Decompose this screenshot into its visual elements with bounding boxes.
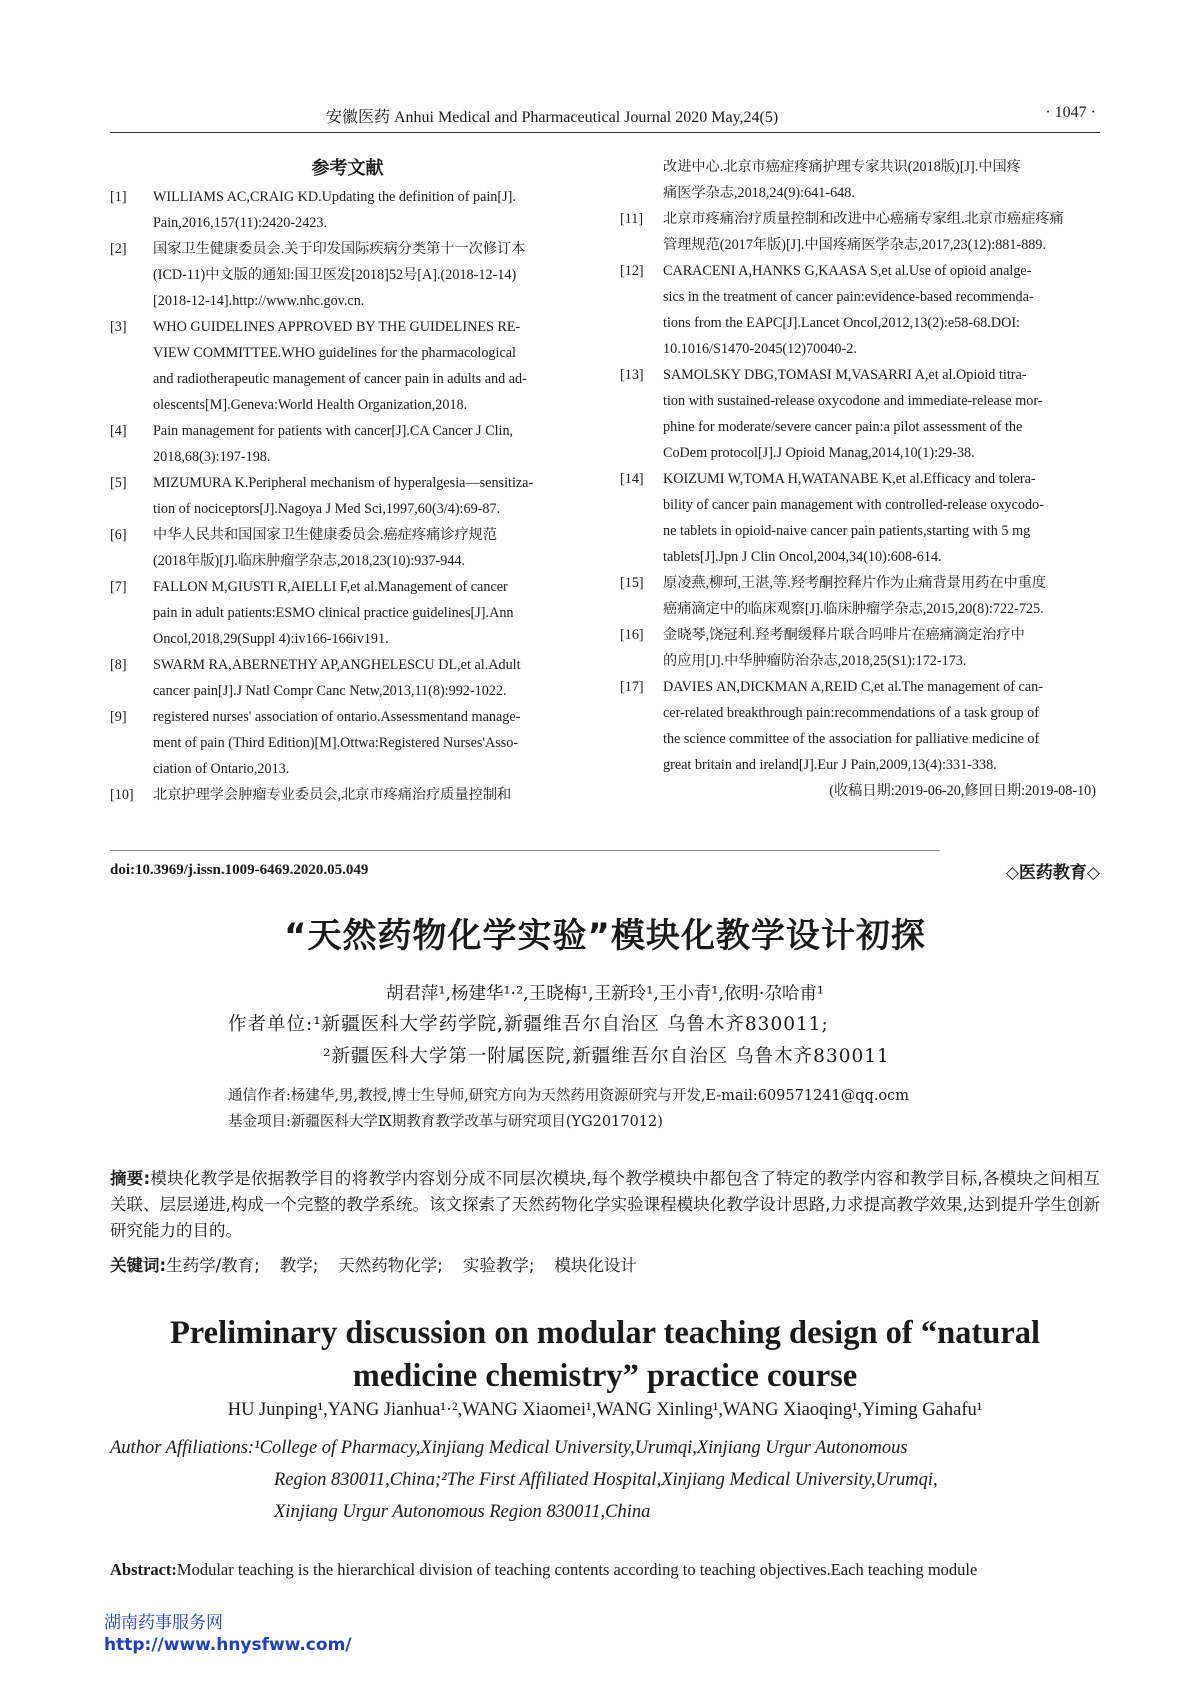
- reference-line: 的应用[J].中华肿瘤防治杂志,2018,25(S1):172-173.: [663, 653, 967, 669]
- reference-continuation: [620, 154, 1100, 206]
- title-english-line-2: medicine chemistry” practice course: [352, 1358, 858, 1394]
- title-english-line-1: Preliminary discussion on modular teaching design of “natural: [169, 1315, 1041, 1351]
- reference-line: bility of cancer pain management with controlled-release oxycodo-: [663, 497, 1044, 513]
- watermark-site-name: 湖南药事服务网: [104, 1613, 223, 1633]
- reference-item: [110, 236, 585, 314]
- reference-line: and radiotherapeutic management of cancer pain in adults and ad-: [153, 371, 527, 387]
- abstract-chinese-label: 摘要:: [110, 1169, 151, 1188]
- reference-number: [2]: [110, 241, 127, 257]
- reference-number: [11]: [620, 211, 644, 227]
- reference-line: (2018年版)[J].临床肿瘤学杂志,2018,23(10):937-944.: [153, 553, 466, 569]
- reference-number: [12]: [620, 263, 644, 279]
- reference-item: [110, 782, 585, 808]
- reference-number: [4]: [110, 423, 127, 439]
- affiliation-chinese-2: ²新疆医科大学第一附属医院,新疆维吾尔自治区 乌鲁木齐830011: [323, 1046, 890, 1067]
- reference-line: (ICD-11)中文版的通知:国卫医发[2018]52号[A].(2018-12-14): [153, 267, 517, 283]
- references-left-column: [110, 184, 585, 808]
- reference-line: cancer pain[J].J Natl Compr Canc Netw,2013,11(8):992-1022.: [153, 683, 507, 699]
- reference-line: pain in adult patients:ESMO clinical practice guidelines[J].Ann: [153, 605, 514, 621]
- reference-line: 国家卫生健康委员会.关于印发国际疾病分类第十一次修订本: [153, 241, 526, 257]
- reference-line: 癌痛滴定中的临床观察[J].临床肿瘤学杂志,2015,20(8):722-725.: [663, 601, 1044, 617]
- reference-line: registered nurses' association of ontario.Assessmentand manage-: [153, 709, 521, 725]
- reference-line: SWARM RA,ABERNETHY AP,ANGHELESCU DL,et al.Adult: [153, 657, 521, 673]
- reference-item: [620, 674, 1100, 778]
- reference-line: ciation of Ontario,2013.: [153, 761, 290, 777]
- reference-item: [110, 314, 585, 418]
- reference-item: [110, 418, 585, 470]
- reference-number: [8]: [110, 657, 127, 673]
- reference-number: [16]: [620, 627, 644, 643]
- reference-item: [620, 622, 1100, 674]
- reference-line: CARACENI A,HANKS G,KAASA S,et al.Use of opioid analge-: [663, 263, 1032, 279]
- abstract-english-text: Modular teaching is the hierarchical division of teaching contents according to teaching objectives.Each teaching module: [176, 1560, 978, 1579]
- reference-line: the science committee of the association for palliative medicine of: [663, 731, 1040, 747]
- reference-line: great britain and ireland[J].Eur J Pain,2009,13(4):331-338.: [663, 757, 997, 773]
- reference-line: tablets[J].Jpn J Clin Oncol,2004,34(10):608-614.: [663, 549, 942, 565]
- references-right-column: [620, 154, 1100, 804]
- reference-line: CoDem protocol[J].J Opioid Manag,2014,10(1):29-38.: [663, 445, 975, 461]
- reference-number: [13]: [620, 367, 644, 383]
- reference-line: sics in the treatment of cancer pain:evidence-based recommenda-: [663, 289, 1034, 305]
- reference-line: 北京市疼痛治疗质量控制和改进中心癌痛专家组.北京市癌症疼痛: [663, 211, 1064, 227]
- references-heading: 参考文献: [311, 158, 384, 179]
- reference-number: [3]: [110, 319, 127, 335]
- site-watermark[interactable]: [104, 1612, 352, 1656]
- reference-line: cer-related breakthrough pain:recommendations of a task group of: [663, 705, 1039, 721]
- reference-number: [10]: [110, 787, 134, 803]
- reference-line: Pain management for patients with cancer[J].CA Cancer J Clin,: [153, 423, 514, 439]
- reference-number: [17]: [620, 679, 644, 695]
- journal-name: 安徽医药 Anhui Medical and Pharmaceutical Journal 2020 May,24(5): [326, 109, 779, 126]
- divider: [110, 850, 940, 851]
- reference-line: 金晓琴,饶冠利.羟考酮缓释片联合吗啡片在癌痛滴定治疗中: [663, 627, 1025, 643]
- reference-line: tions from the EAPC[J].Lancet Oncol,2012,13(2):e58-68.DOI:: [663, 315, 1020, 331]
- reference-number: [5]: [110, 475, 127, 491]
- page-number: · 1047 ·: [1045, 104, 1096, 121]
- reference-item: [110, 574, 585, 652]
- reference-line: Oncol,2018,29(Suppl 4):iv166-166iv191.: [153, 631, 389, 647]
- abstract-chinese: [110, 1166, 1100, 1244]
- affiliation-english-2: Region 830011,China;²The First Affiliated Hospital,Xinjiang Medical University,Urumqi,: [274, 1470, 938, 1490]
- reference-line: WILLIAMS AC,CRAIG KD.Updating the definition of pain[J].: [153, 189, 516, 205]
- reference-line: KOIZUMI W,TOMA H,WATANABE K,et al.Efficacy and tolera-: [663, 471, 1036, 487]
- keyword: 教学;: [279, 1256, 319, 1275]
- reference-item: [110, 652, 585, 704]
- reference-line: SAMOLSKY DBG,TOMASI M,VASARRI A,et al.Opioid titra-: [663, 367, 1027, 383]
- reference-line: 痛医学杂志,2018,24(9):641-648.: [663, 185, 855, 201]
- reference-line: 2018,68(3):197-198.: [153, 449, 271, 465]
- reference-line: [2018-12-14].http://www.nhc.gov.cn.: [153, 293, 365, 309]
- keywords-label: 关键词:: [110, 1256, 167, 1275]
- reference-line: Pain,2016,157(11):2420-2423.: [153, 215, 328, 231]
- watermark-url-link[interactable]: http://www.hnysfww.com/: [104, 1635, 352, 1655]
- reference-item: [620, 362, 1100, 466]
- received-date: (收稿日期:2019-06-20,修回日期:2019-08-10): [829, 783, 1096, 799]
- corresponding-author: 通信作者:杨建华,男,教授,博士生导师,研究方向为天然药用资源研究与开发,E-mail:609571241@qq.ocm: [228, 1088, 910, 1104]
- reference-number: [7]: [110, 579, 127, 595]
- reference-line: WHO GUIDELINES APPROVED BY THE GUIDELINES RE-: [153, 319, 521, 335]
- reference-number: [1]: [110, 189, 127, 205]
- affiliation-chinese-1: 作者单位:¹新疆医科大学药学院,新疆维吾尔自治区 乌鲁木齐830011;: [228, 1014, 829, 1035]
- reference-line: tion with sustained-release oxycodone and immediate-release mor-: [663, 393, 1043, 409]
- keyword: 实验教学;: [462, 1256, 535, 1275]
- reference-line: FALLON M,GIUSTI R,AIELLI F,et al.Management of cancer: [153, 579, 508, 595]
- running-header: [110, 100, 1100, 133]
- reference-number: [15]: [620, 575, 644, 591]
- reference-line: DAVIES AN,DICKMAN A,REID C,et al.The management of can-: [663, 679, 1043, 695]
- doi: doi:10.3969/j.issn.1009-6469.2020.05.049: [110, 862, 369, 878]
- reference-line: 北京护理学会肿瘤专业委员会,北京市疼痛治疗质量控制和: [153, 787, 512, 803]
- column-tag: ◇医药教育◇: [1005, 863, 1100, 883]
- keywords-chinese: [110, 1252, 1100, 1276]
- abstract-english: [110, 1560, 1100, 1580]
- reference-item: [620, 570, 1100, 622]
- reference-line: 中华人民共和国国家卫生健康委员会.癌症疼痛诊疗规范: [153, 527, 498, 543]
- reference-line: phine for moderate/severe cancer pain:a pilot assessment of the: [663, 419, 1023, 435]
- reference-line: olescents[M].Geneva:World Health Organization,2018.: [153, 397, 468, 413]
- reference-line: tion of nociceptors[J].Nagoya J Med Sci,1997,60(3/4):69-87.: [153, 501, 501, 517]
- reference-item: [620, 206, 1100, 258]
- reference-number: [14]: [620, 471, 644, 487]
- title-chinese: “天然药物化学实验”模块化教学设计初探: [284, 916, 926, 956]
- reference-number: [9]: [110, 709, 127, 725]
- reference-number: [6]: [110, 527, 127, 543]
- keyword: 模块化设计: [554, 1256, 637, 1275]
- reference-item: [110, 522, 585, 574]
- reference-line: ne tablets in opioid-naive cancer pain patients,starting with 5 mg: [663, 523, 1031, 539]
- reference-item: [110, 184, 585, 236]
- funding: 基金项目:新疆医科大学Ⅸ期教育教学改革与研究项目(YG2017012): [228, 1114, 663, 1130]
- keyword: 天然药物化学;: [338, 1256, 443, 1275]
- abstract-chinese-text: 模块化教学是依据教学目的将教学内容划分成不同层次模块,每个教学模块中都包含了特定的教学内容和教学目标,各模块之间相互关联、层层递进,构成一个完整的教学系统。该文探索了天然药物化学实验课程模块化教学设计思路,力求提高教学效果,达到提升学生创新研究能力的目的。: [110, 1169, 1100, 1240]
- reference-item: [110, 470, 585, 522]
- reference-line: 原凌燕,柳珂,王湛,等.羟考酮控释片作为止痛背景用药在中重度: [663, 575, 1047, 591]
- reference-line: ment of pain (Third Edition)[M].Ottwa:Registered Nurses'Asso-: [153, 735, 519, 751]
- abstract-english-label: Abstract:: [110, 1560, 177, 1579]
- keyword: 生药学/教育;: [166, 1256, 260, 1275]
- reference-item: [620, 466, 1100, 570]
- title-english: [110, 1312, 1100, 1398]
- reference-line: MIZUMURA K.Peripheral mechanism of hyperalgesia—sensitiza-: [153, 475, 534, 491]
- affiliation-english-3: Xinjiang Urgur Autonomous Region 830011,China: [274, 1502, 651, 1522]
- reference-line: 管理规范(2017年版)[J].中国疼痛医学杂志,2017,23(12):881-889.: [663, 237, 1047, 253]
- reference-line: VIEW COMMITTEE.WHO guidelines for the pharmacological: [153, 345, 516, 361]
- reference-item: [620, 258, 1100, 362]
- authors-chinese: 胡君萍¹,杨建华¹·²,王晓梅¹,王新玲¹,王小青¹,依明·尕哈甫¹: [385, 984, 825, 1004]
- reference-line: 改进中心.北京市癌症疼痛护理专家共识(2018版)[J].中国疼: [663, 159, 1021, 175]
- affiliations-english: [110, 1432, 1100, 1528]
- reference-line: 10.1016/S1470-2045(12)70040-2.: [663, 341, 857, 357]
- affiliation-english-1: Author Affiliations:¹College of Pharmacy,Xinjiang Medical University,Urumqi,Xinjiang Urgur Autonomous: [110, 1438, 908, 1458]
- authors-english: HU Junping¹,YANG Jianhua¹·²,WANG Xiaomei¹,WANG Xinling¹,WANG Xiaoqing¹,Yiming Gahafu¹: [227, 1400, 983, 1420]
- reference-item: [110, 704, 585, 782]
